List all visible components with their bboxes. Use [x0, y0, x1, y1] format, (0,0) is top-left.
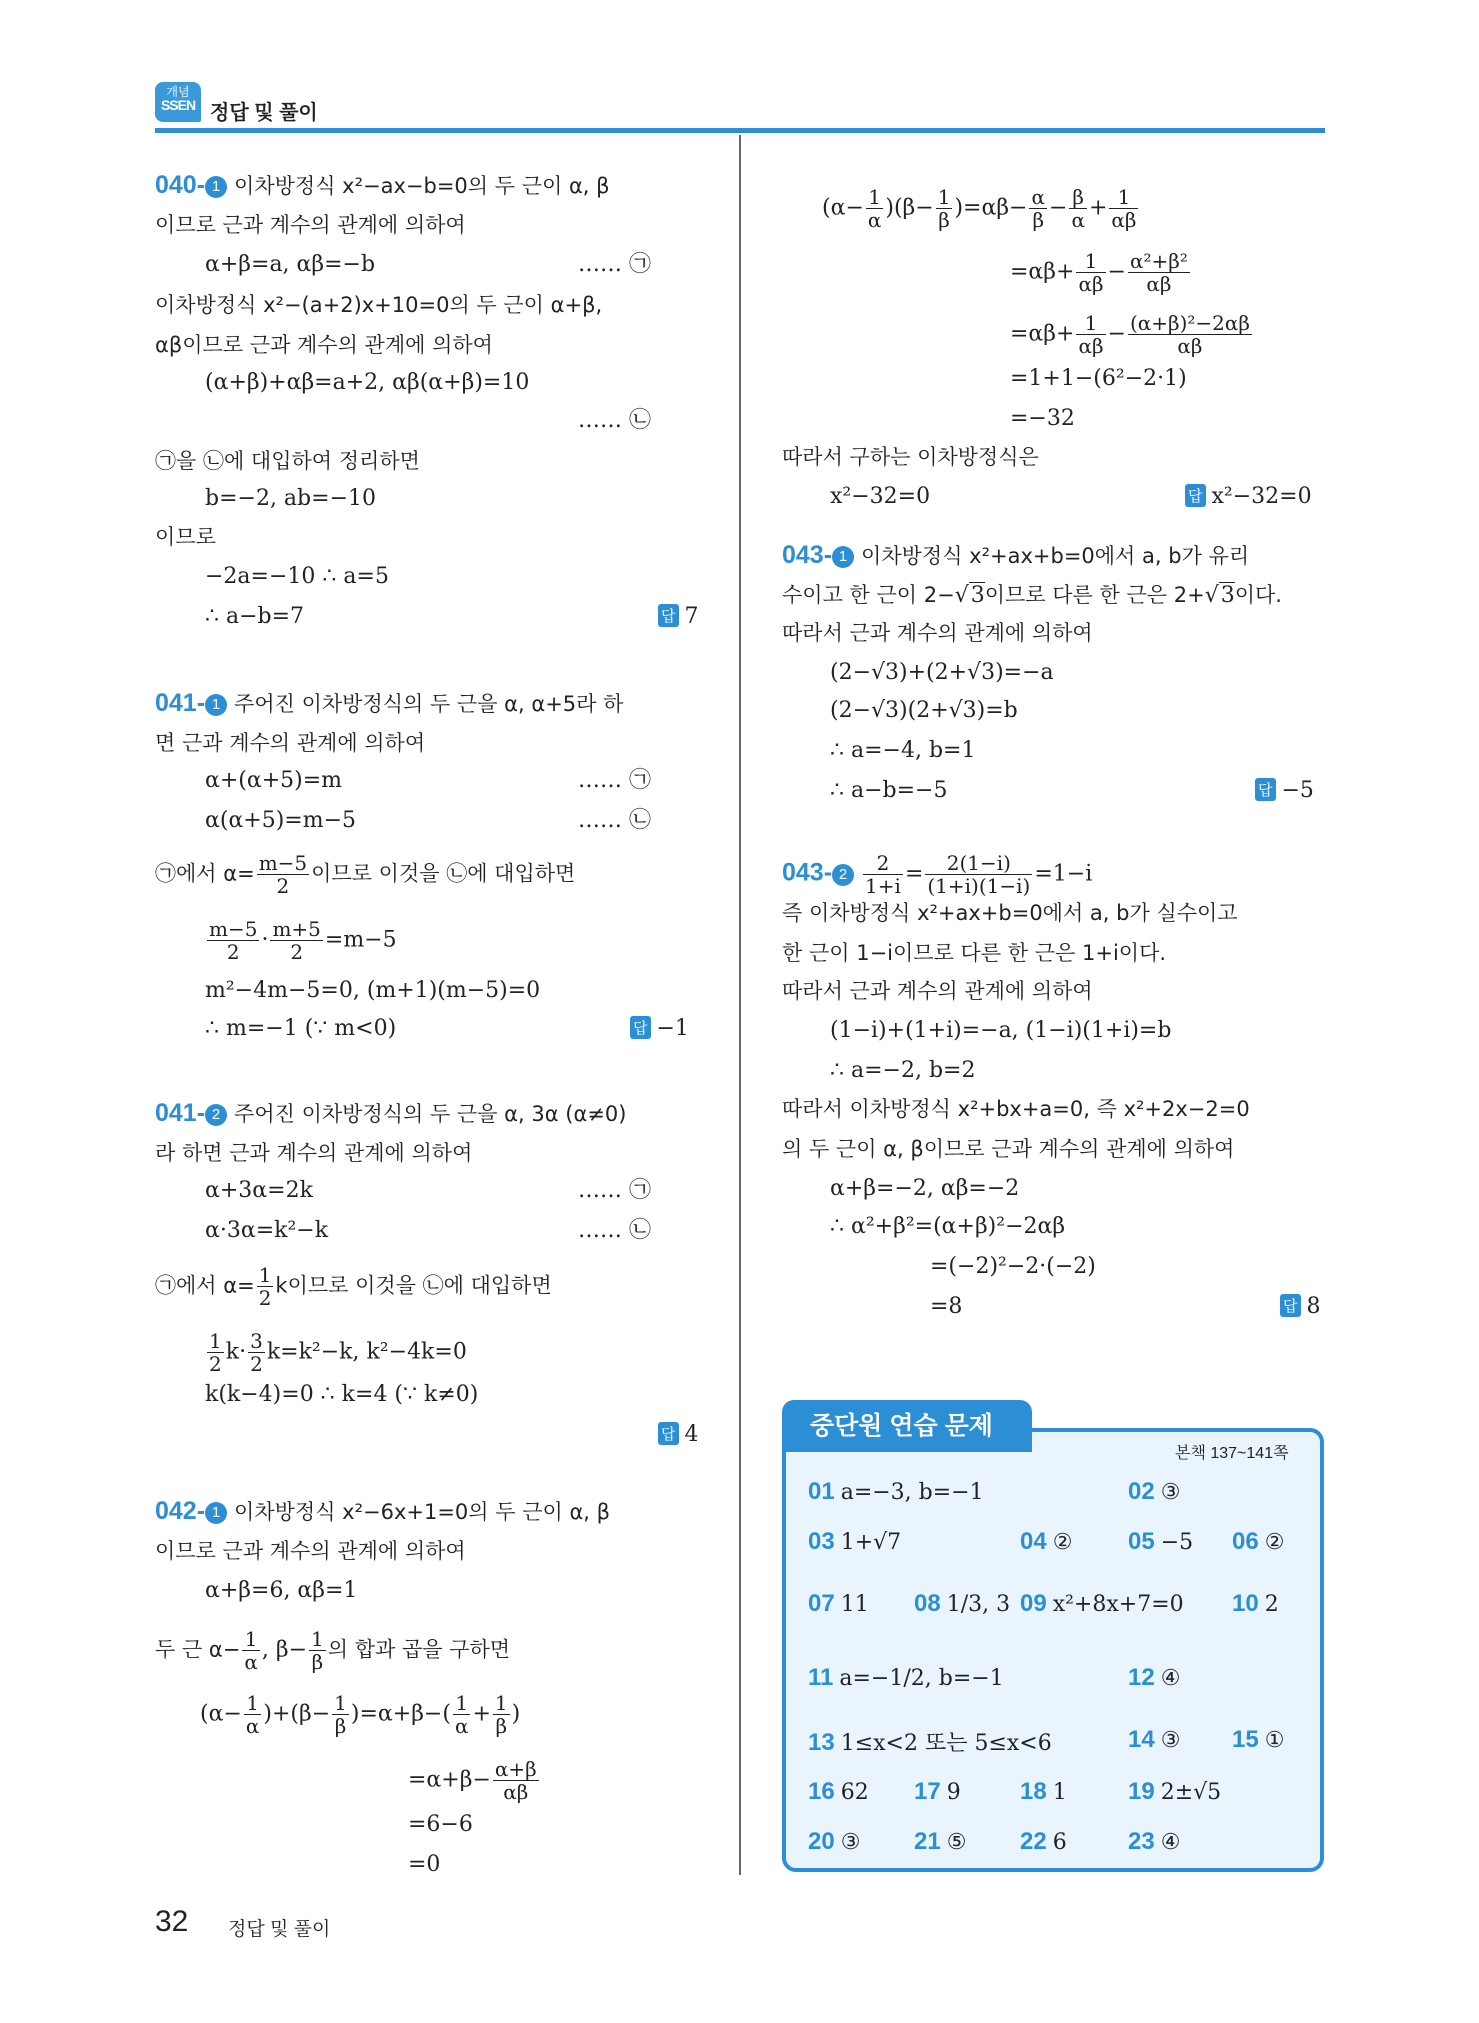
fraction: [936, 186, 953, 231]
answer-value: 8: [1306, 1294, 1321, 1319]
text: +: [1088, 195, 1108, 221]
practice-item: [1128, 1528, 1193, 1556]
item-number: 02: [1128, 1478, 1155, 1505]
fraction: [1109, 186, 1138, 231]
numerator: 3: [250, 1329, 263, 1353]
answer-badge: 답: [658, 604, 679, 627]
item-value: 1≤x<2 또는 5≤x<6: [840, 1731, 1052, 1756]
answer-badge: 답: [1185, 484, 1206, 507]
item-value: ⑤: [946, 1830, 967, 1855]
text-line: 따라서 근과 계수의 관계에 의하여: [782, 621, 1093, 645]
denominator: 2: [290, 940, 304, 964]
equation-line: (α+β)+αβ=a+2, αβ(α+β)=10: [205, 370, 530, 395]
item-value: 6: [1052, 1830, 1067, 1855]
equation-line: [1010, 250, 1192, 295]
practice-item: [808, 1528, 901, 1556]
fraction: [453, 1692, 471, 1737]
numerator: β: [1069, 186, 1087, 209]
equation-marker: …… ㉡: [578, 408, 651, 433]
answer-badge: 답: [658, 1422, 679, 1445]
numerator: 1: [209, 1329, 222, 1353]
fraction: [207, 918, 259, 963]
numerator: 1: [1076, 312, 1105, 335]
text: −: [1107, 259, 1126, 285]
practice-item: [1128, 1828, 1180, 1856]
equation-line: [205, 1330, 467, 1375]
practice-item: [808, 1478, 984, 1506]
equation-line: ∴ a−b=−5: [830, 778, 948, 803]
item-number: 21: [914, 1828, 941, 1855]
text: ): [511, 1701, 521, 1727]
denominator: 1+i: [865, 874, 901, 898]
numerator: 1: [937, 185, 951, 209]
item-value: 11: [840, 1592, 869, 1617]
item-number: 19: [1128, 1778, 1155, 1805]
circled-number-icon: 1: [832, 546, 854, 568]
text-line: 이므로 근과 계수의 관계에 의하여: [155, 213, 466, 237]
text: 이므로 이것을 ㉡에 대입하면: [311, 861, 576, 886]
practice-item: [1020, 1828, 1067, 1856]
text-line: 이차방정식 x²−ax−b=0의 두 근이 α, β: [234, 174, 610, 198]
item-number: 05: [1128, 1528, 1155, 1555]
text-line: 이차방정식 x²+ax+b=0에서 a, b가 유리: [861, 544, 1250, 568]
equation-marker: …… ㉠: [578, 252, 651, 277]
text: =αβ+: [1010, 259, 1075, 285]
equation-line: α+3α=2k: [205, 1178, 313, 1203]
text: 이므로 다른 한 근은 2+: [984, 583, 1205, 607]
numerator: α+β: [494, 1757, 537, 1781]
numerator: 1: [258, 1263, 272, 1287]
fraction: [925, 852, 1032, 897]
practice-item: [808, 1664, 1004, 1692]
text: =αβ+: [1010, 321, 1075, 347]
denominator: 2: [209, 1352, 222, 1376]
text: )+(β−: [263, 1701, 331, 1727]
numerator: m−5: [258, 851, 308, 875]
item-value: 62: [840, 1780, 869, 1805]
equation-line: =(−2)²−2·(−2): [930, 1254, 1096, 1279]
denominator: α: [244, 1650, 258, 1674]
denominator: β: [334, 1714, 347, 1738]
fraction: [493, 1758, 539, 1803]
answer-041-1: [630, 1016, 689, 1041]
denominator: αβ: [1111, 208, 1137, 232]
numerator: 1: [244, 1692, 262, 1715]
equation-line: ∴ a−b=7: [205, 604, 305, 629]
page-number: 32: [155, 1905, 189, 1938]
practice-box-reference: 본책 137~141쪽: [1175, 1445, 1289, 1462]
item-value: ②: [1264, 1530, 1285, 1555]
item-value: x²+8x+7=0: [1052, 1592, 1184, 1617]
item-number: 04: [1020, 1528, 1047, 1555]
practice-item: [1232, 1528, 1284, 1556]
fraction: [863, 852, 903, 897]
text-line: 따라서 이차방정식 x²+bx+a=0, 즉 x²+2x−2=0: [782, 1097, 1250, 1121]
text-line: 한 근이 1−i이므로 다른 한 근은 1+i이다.: [782, 941, 1167, 965]
text-line: αβ이므로 근과 계수의 관계에 의하여: [155, 333, 493, 357]
item-value: 9: [946, 1780, 961, 1805]
item-value: ④: [1160, 1666, 1181, 1691]
equation-line: [200, 1692, 520, 1737]
equation-marker: …… ㉡: [578, 808, 651, 833]
problem-041-1-number: 041-: [155, 689, 206, 717]
answer-042-1: [1185, 484, 1312, 509]
equation-line: x²−32=0: [830, 484, 931, 509]
fraction: [1128, 250, 1190, 295]
variable: k: [225, 1339, 240, 1365]
sqrt-arg: 3: [1220, 583, 1235, 608]
sqrt-arg: 3: [970, 583, 985, 608]
item-number: 23: [1128, 1828, 1155, 1855]
text: 이다.: [1234, 583, 1282, 607]
answer-043-1: [1255, 778, 1314, 803]
text-line: 의 두 근이 α, β이므로 근과 계수의 관계에 의하여: [782, 1137, 1235, 1161]
equation-line: α+β=6, αβ=1: [205, 1578, 358, 1603]
text-line: 즉 이차방정식 x²+ax+b=0에서 a, b가 실수이고: [782, 901, 1238, 925]
equation-marker: …… ㉡: [578, 1218, 651, 1243]
text-line: 면 근과 계수의 관계에 의하여: [155, 731, 426, 755]
item-value: 1/3, 3: [946, 1592, 1011, 1617]
numerator: (α+β)²−2αβ: [1129, 311, 1250, 335]
answer-badge: 답: [1255, 778, 1276, 801]
fraction: [244, 1692, 262, 1737]
text: ㉠에서 α=: [155, 861, 255, 886]
item-value: a=−1/2, b=−1: [839, 1666, 1004, 1691]
item-value: ①: [1264, 1728, 1285, 1753]
item-value: −5: [1160, 1530, 1194, 1555]
text-line: 이차방정식 x²−(a+2)x+10=0의 두 근이 α+β,: [155, 293, 603, 317]
text-line: 이므로: [155, 525, 216, 549]
text-line: 따라서 구하는 이차방정식은: [782, 445, 1039, 469]
numerator: 1: [1109, 186, 1138, 209]
text: +: [472, 1701, 491, 1727]
practice-box-title: 중단원 연습 문제: [782, 1400, 1032, 1452]
fraction: [332, 1692, 349, 1737]
equation-line: [408, 1758, 541, 1803]
equation-line: α+β=−2, αβ=−2: [830, 1176, 1020, 1201]
denominator: β: [495, 1714, 508, 1738]
denominator: 2: [258, 1286, 272, 1310]
problem-040-1-number: 040-: [155, 171, 206, 199]
circled-number-icon: 2: [205, 1104, 227, 1126]
logo-top-text: 개념: [166, 85, 190, 99]
header-rule: [155, 128, 1325, 133]
denominator: α: [1071, 208, 1085, 232]
practice-item: [808, 1726, 1052, 1757]
column-divider: [739, 135, 741, 1875]
answer-041-2: [658, 1422, 699, 1447]
fraction: [257, 1264, 274, 1309]
practice-item: [1128, 1778, 1221, 1806]
text: 의 합과 곱을 구하면: [327, 1637, 511, 1662]
item-value: ③: [1160, 1480, 1181, 1505]
text-line: 라 하면 근과 계수의 관계에 의하여: [155, 1141, 473, 1165]
item-number: 06: [1232, 1528, 1259, 1555]
equation-line: ∴ m=−1 (∵ m<0): [205, 1016, 397, 1041]
equation-line: [822, 186, 1140, 231]
text: (α−: [822, 195, 864, 221]
text: ㉠에서 α=: [155, 1273, 255, 1298]
item-value: ③: [840, 1830, 861, 1855]
item-value: ③: [1160, 1728, 1181, 1753]
item-number: 14: [1128, 1726, 1155, 1753]
text: , β−: [261, 1637, 308, 1663]
text: )=αβ−: [954, 195, 1028, 221]
practice-item: [1020, 1778, 1067, 1806]
equation-line: −2a=−10 ∴ a=5: [205, 564, 389, 589]
text-line: [155, 1628, 510, 1673]
equation-line: α(α+5)=m−5: [205, 808, 357, 833]
answer-043-2: [1280, 1294, 1321, 1319]
item-number: 12: [1128, 1664, 1155, 1691]
equation-line: α+(α+5)=m: [205, 768, 343, 793]
item-number: 22: [1020, 1828, 1047, 1855]
numerator: m−5: [209, 917, 258, 941]
substitution-line: [155, 852, 575, 897]
equation-line: ∴ a=−2, b=2: [830, 1058, 976, 1083]
item-number: 03: [808, 1528, 835, 1555]
answer-badge: 답: [630, 1016, 651, 1039]
equation-line: ∴ α²+β²=(α+β)²−2αβ: [830, 1214, 1066, 1239]
problem-041-2-line1: [155, 1100, 626, 1128]
practice-item: [808, 1590, 869, 1618]
item-number: 16: [808, 1778, 835, 1805]
numerator: 2(1−i): [925, 852, 1032, 875]
item-value: 2: [1264, 1592, 1279, 1617]
item-number: 01: [808, 1478, 835, 1505]
denominator: α: [867, 208, 882, 232]
logo-bottom-text: SSEN: [160, 97, 196, 113]
practice-item: [808, 1828, 860, 1856]
item-value: 1+√7: [840, 1530, 902, 1555]
text-line: 수이고 한 근이 2−√3이므로 다른 한 근은 2+√3이다.: [782, 583, 1282, 608]
practice-item: [1128, 1664, 1180, 1692]
fraction: [1029, 186, 1047, 231]
numerator: 1: [311, 1627, 324, 1651]
numerator: 1: [242, 1628, 260, 1651]
fraction: [257, 852, 309, 897]
text: =α+β−: [408, 1767, 491, 1793]
denominator: αβ: [1078, 272, 1104, 296]
page-header-title: 정답 및 풀이: [210, 102, 318, 124]
practice-item: [914, 1590, 1010, 1618]
denominator: αβ: [503, 1780, 529, 1804]
numerator: 1: [866, 186, 884, 209]
circled-number-icon: 1: [205, 1502, 227, 1524]
text: )=α+β−(: [350, 1701, 451, 1727]
text: =1−i: [1034, 861, 1093, 887]
equation-line: =1+1−(6²−2·1): [1010, 366, 1187, 391]
equation-line: α·3α=k²−k: [205, 1218, 329, 1243]
circled-number-icon: 2: [832, 864, 854, 886]
substitution-line: [155, 1264, 552, 1309]
denominator: 2: [250, 1352, 263, 1376]
text: (α−: [200, 1701, 242, 1727]
numerator: α²+β²: [1129, 249, 1188, 273]
text: 두 근 α−: [155, 1637, 241, 1662]
answer-value: −1: [656, 1016, 689, 1041]
item-number: 15: [1232, 1726, 1259, 1753]
denominator: α: [245, 1714, 260, 1738]
equation-line: ∴ a=−4, b=1: [830, 738, 976, 763]
text: −: [1049, 195, 1068, 221]
item-number: 10: [1232, 1590, 1259, 1617]
fraction: [248, 1330, 265, 1375]
item-number: 18: [1020, 1778, 1047, 1805]
practice-item: [914, 1778, 961, 1806]
equation-marker: …… ㉠: [578, 1178, 651, 1203]
fraction: [1076, 312, 1105, 357]
denominator: αβ: [1078, 334, 1104, 358]
text-line: 따라서 근과 계수의 관계에 의하여: [782, 979, 1093, 1003]
numerator: m+5: [272, 917, 321, 941]
text-line: 주어진 이차방정식의 두 근을 α, α+5라 하: [234, 692, 624, 716]
denominator: (1+i)(1−i): [927, 874, 1031, 898]
item-number: 08: [914, 1590, 941, 1617]
fraction: [242, 1628, 260, 1673]
denominator: 2: [276, 874, 290, 898]
numerator: 1: [1076, 250, 1105, 273]
practice-item: [1232, 1726, 1284, 1754]
answer-value: 4: [684, 1422, 699, 1447]
item-number: 17: [914, 1778, 941, 1805]
text: 수이고 한 근이 2−: [782, 583, 955, 607]
text-line: 이므로 근과 계수의 관계에 의하여: [155, 1539, 466, 1563]
fraction: [1069, 186, 1087, 231]
fraction: [309, 1628, 326, 1673]
equation-line: (2−√3)(2+√3)=b: [830, 698, 1018, 723]
item-number: 20: [808, 1828, 835, 1855]
practice-item: [808, 1778, 869, 1806]
denominator: αβ: [1177, 334, 1203, 358]
item-number: 11: [808, 1664, 834, 1691]
item-value: 2±√5: [1160, 1780, 1222, 1805]
practice-item: [1020, 1528, 1072, 1556]
denominator: αβ: [1146, 272, 1172, 296]
problem-041-1-line1: [155, 690, 623, 718]
answer-value: 7: [684, 604, 699, 629]
item-value: 1: [1052, 1780, 1067, 1805]
problem-042-1-line1: [155, 1498, 610, 1526]
fraction: [1076, 250, 1105, 295]
numerator: 2: [863, 852, 903, 875]
practice-item: [914, 1828, 966, 1856]
problem-043-2-number: 043-: [782, 858, 833, 887]
equation-line: =8: [930, 1294, 963, 1319]
problem-041-2-number: 041-: [155, 1099, 206, 1127]
equation-line: [1010, 312, 1254, 357]
equation-line: m²−4m−5=0, (m+1)(m−5)=0: [205, 978, 541, 1003]
equation-line: =−32: [1010, 406, 1075, 431]
problem-040-1-line1: [155, 172, 610, 200]
item-value: ②: [1052, 1530, 1073, 1555]
equation-line: α+β=a, αβ=−b: [205, 252, 376, 277]
denominator: 2: [226, 940, 240, 964]
text: −: [1107, 321, 1126, 347]
equation-line: =0: [408, 1852, 441, 1877]
equation-line: =6−6: [408, 1812, 473, 1837]
equation-line: (2−√3)+(2+√3)=−a: [830, 660, 1054, 685]
equation-line: (1−i)+(1+i)=−a, (1−i)(1+i)=b: [830, 1018, 1172, 1043]
operator: ·: [239, 1339, 247, 1365]
item-number: 13: [808, 1729, 835, 1756]
practice-item: [1128, 1478, 1180, 1506]
denominator: β: [1032, 208, 1045, 232]
problem-043-1-line1: [782, 542, 1249, 570]
practice-item: [1232, 1590, 1279, 1618]
ssen-logo: [155, 82, 201, 122]
text-line: ㉠을 ㉡에 대입하여 정리하면: [155, 449, 420, 473]
equation-line: b=−2, ab=−10: [205, 486, 376, 511]
numerator: 1: [494, 1691, 508, 1715]
practice-item: [1020, 1590, 1184, 1618]
problem-043-1-number: 043-: [782, 541, 833, 569]
text: k이므로 이것을 ㉡에 대입하면: [275, 1273, 552, 1298]
circled-number-icon: 1: [205, 694, 227, 716]
fraction: [207, 1330, 224, 1375]
text-line: 주어진 이차방정식의 두 근을 α, 3α (α≠0): [234, 1102, 627, 1126]
fraction: [493, 1692, 510, 1737]
denominator: β: [938, 208, 950, 232]
equation-marker: …… ㉠: [578, 768, 651, 793]
text-line: 이차방정식 x²−6x+1=0의 두 근이 α, β: [234, 1500, 611, 1524]
denominator: β: [311, 1650, 324, 1674]
answer-badge: 답: [1280, 1294, 1301, 1317]
equation-line: k(k−4)=0 ∴ k=4 (∵ k≠0): [205, 1382, 479, 1407]
problem-042-1-number: 042-: [155, 1497, 206, 1525]
circled-number-icon: 1: [205, 176, 227, 198]
footer-label: 정답 및 풀이: [228, 1919, 331, 1940]
item-value: a=−3, b=−1: [840, 1480, 984, 1505]
text: )(β−: [885, 195, 934, 221]
item-value: ④: [1160, 1830, 1181, 1855]
item-number: 07: [808, 1590, 835, 1617]
fraction: [866, 186, 884, 231]
answer-value: −5: [1281, 778, 1314, 803]
text: =m−5: [324, 927, 397, 953]
problem-043-2-line1: 043- 2 $\frac{2}{1+i}$ = $\frac{2(1-i)}{(1+i)(1-i)}$ =1−i: [782, 851, 1093, 898]
text: k=k²−k, k²−4k=0: [266, 1339, 467, 1365]
numerator: 1: [453, 1692, 471, 1715]
fraction: [1128, 312, 1252, 357]
answer-value: x²−32=0: [1211, 484, 1312, 509]
equation-line: $\frac{m-5}{2}$ · $\frac{m+5}{2}$ =m−5: [209, 917, 397, 964]
practice-item: [1128, 1726, 1180, 1754]
item-number: 09: [1020, 1590, 1047, 1617]
numerator: 1: [334, 1691, 347, 1715]
fraction: [270, 918, 322, 963]
answer-040-1: [658, 604, 699, 629]
numerator: α: [1031, 185, 1045, 209]
denominator: α: [454, 1714, 469, 1738]
